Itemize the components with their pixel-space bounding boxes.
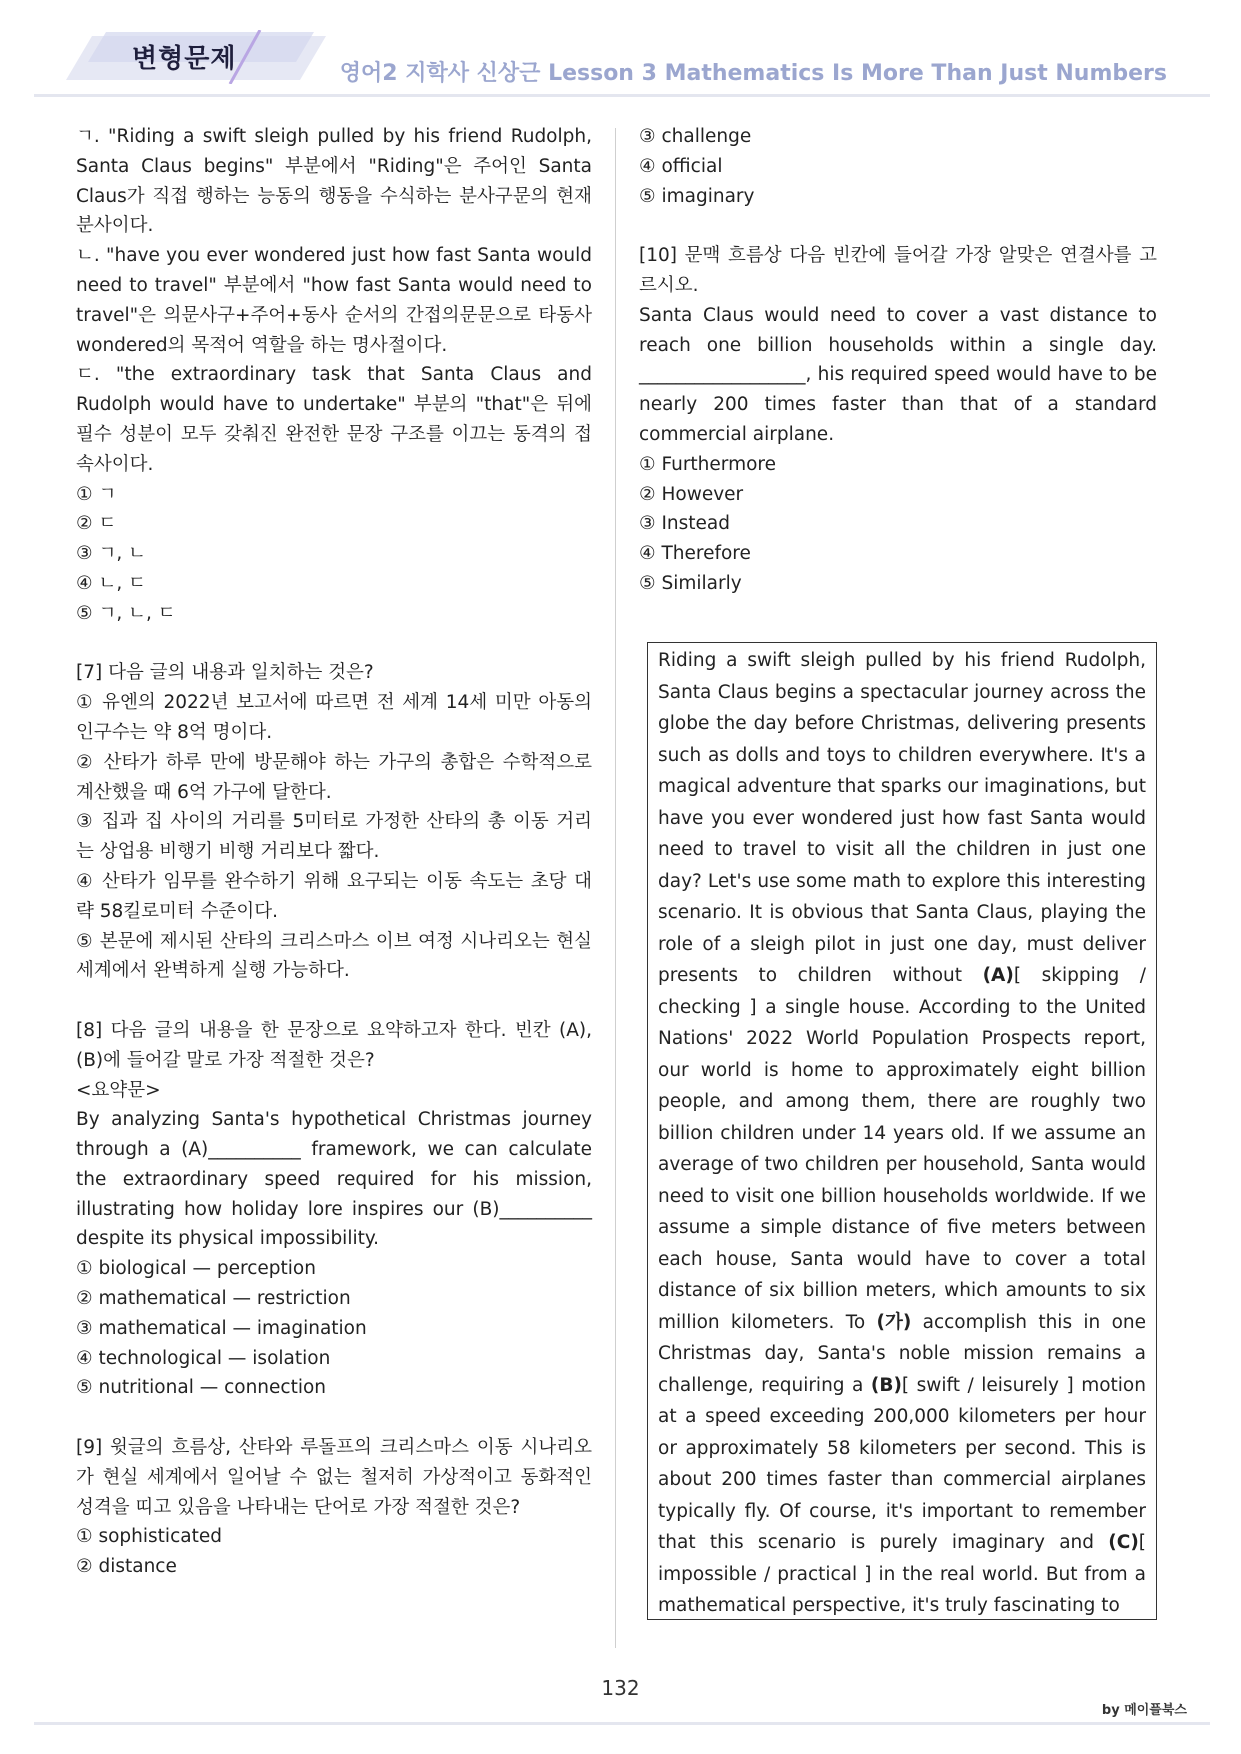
column-divider [615, 128, 616, 1648]
header-divider [34, 94, 1210, 97]
passage-text: [ swift / leisurely ] motion at a speed exceeding 200,000 kilometers per hour or approximately 58 kilometers per second. This is about 200 times faster than commercial airplanes typically fly. Of course, it's important to remember that this scenario is purely imaginary and [658, 1374, 1146, 1553]
passage-text: accomplish this in one Christmas day, Santa's noble mission remains a challenge, requiring a [658, 1311, 1146, 1396]
q6-option[interactable]: ① ㄱ [76, 483, 117, 505]
q10-option[interactable]: ③ Instead [639, 513, 731, 535]
passage-mark-b: (B) [870, 1374, 902, 1396]
q9-option[interactable]: ⑤ imaginary [639, 185, 755, 207]
statement-d: ㄷ. "the extraordinary task that Santa Claus and Rudolph would have to undertake" 부분의 "that"은 뒤에 필수 성분이 모두 갖춰진 완전한 문장 구조를 이끄는 동격의 접속사이다. [76, 364, 592, 475]
q10-option[interactable]: ① Furthermore [639, 453, 776, 475]
q10-question: [10] 문맥 흐름상 다음 빈칸에 들어갈 가장 알맞은 연결사를 고르시오. [639, 245, 1157, 296]
q8-option[interactable]: ② mathematical — restriction [76, 1288, 351, 1310]
q7-question: [7] 다음 글의 내용과 일치하는 것은? [76, 662, 374, 684]
q8-summary-label: <요약문> [76, 1079, 161, 1101]
publisher-brand: by 메이플북스 [1101, 1703, 1187, 1718]
q6-option[interactable]: ③ ㄱ, ㄴ [76, 543, 146, 565]
q7-option[interactable]: ② 산타가 하루 만에 방문해야 하는 가구의 총합은 수학적으로 계산했을 때 6억 가구에 달한다. [76, 751, 592, 803]
page-number: 132 [601, 1676, 640, 1700]
q10-option[interactable]: ② However [639, 483, 744, 505]
q9-option[interactable]: ④ official [639, 155, 723, 177]
q7-option[interactable]: ① 유엔의 2022년 보고서에 따르면 전 세계 14세 미만 아동의 인구수는 약 8억 명이다. [76, 692, 592, 743]
q7-option[interactable]: ⑤ 본문에 제시된 산타의 크리스마스 이브 여정 시나리오는 현실 세계에서 완벽하게 실행 가능하다. [76, 930, 592, 982]
q9-option[interactable]: ③ challenge [639, 126, 752, 147]
footer-divider [34, 1722, 1210, 1725]
header-tag: 변형문제 [132, 44, 237, 74]
q9-question: [9] 윗글의 흐름상, 산타와 루돌프의 크리스마스 이동 시나리오가 현실 세계에서 일어날 수 없는 철저히 가상적이고 동화적인 성격을 띠고 있음을 나타내는 단어로 가장 적절한 것은? [76, 1437, 592, 1518]
passage-mark-c: (C) [1108, 1532, 1139, 1553]
passage-text: [ impossible / practical ] in the real world. But from a mathematical perspective, it's truly fascinating to [658, 1532, 1146, 1616]
q6-option[interactable]: ④ ㄴ, ㄷ [76, 572, 146, 594]
passage-mark-a: (A) [982, 965, 1014, 986]
passage-text: [ skipping / checking ] a single house. According to the United Nations' 2022 World Population Prospects report, our world is home to approximately eight billion people, and among them, there are roughly two billion children under 14 years old. If we assume an average of two children per household, Santa would need to visit one billion households worldwide. If we assume a simple distance of five meters between each house, Santa would have to cover a total distance of six billion meters, which amounts to six million kilometers. To [658, 965, 1146, 1333]
q8-option[interactable]: ③ mathematical — imagination [76, 1317, 367, 1339]
header-title: 영어2 지학사 신상근 Lesson 3 Mathematics Is More Than Just Numbers [339, 61, 1167, 86]
statement-g: ㄱ. "Riding a swift sleigh pulled by his friend Rudolph, Santa Claus begins" 부분에서 "Riding"은 주어인 Santa Claus가 직접 행하는 능동의 행동을 수식하는 분사구문의 현재분사이다. [76, 126, 592, 237]
spacer [639, 211, 1157, 241]
q8-option[interactable]: ⑤ nutritional — connection [76, 1377, 327, 1399]
passage-text: Riding a swift sleigh pulled by his friend Rudolph, Santa Claus begins a spectacular journey across the globe the day before Christmas, delivering presents such as dolls and toys to children everywhere. It's a magical adventure that sparks our imaginations, but have you ever wondered just how fast Santa would need to travel to visit all the children in just one day? Let's use some math to explore this interesting scenario. It is obvious that Santa Claus, playing the role of a sleigh pilot in just one day, must deliver presents to children without [658, 650, 1146, 986]
q6-option[interactable]: ⑤ ㄱ, ㄴ, ㄷ [76, 602, 176, 624]
q10-option[interactable]: ⑤ Similarly [639, 572, 742, 594]
q10-option[interactable]: ④ Therefore [639, 543, 751, 565]
q8-option[interactable]: ④ technological — isolation [76, 1347, 331, 1369]
spacer [76, 1403, 592, 1433]
spacer [76, 986, 592, 1016]
q7-option[interactable]: ③ 집과 집 사이의 거리를 5미터로 가정한 산타의 총 이동 거리는 상업용 비행기 비행 거리보다 짧다. [76, 811, 592, 863]
right-column [639, 122, 1157, 599]
reading-passage [647, 642, 1157, 1620]
q9-option[interactable]: ② distance [76, 1556, 177, 1578]
q6-option[interactable]: ② ㄷ [76, 513, 117, 535]
page-header [0, 0, 1241, 100]
q7-option[interactable]: ④ 산타가 임무를 완수하기 위해 요구되는 이동 속도는 초당 대략 58킬로미터 수준이다. [76, 870, 592, 922]
q8-option[interactable]: ① biological — perception [76, 1258, 316, 1280]
spacer [76, 629, 592, 659]
q9-option[interactable]: ① sophisticated [76, 1526, 222, 1548]
passage-mark-ga: (가) [876, 1311, 912, 1333]
q10-text: Santa Claus would need to cover a vast distance to reach one billion households within a single day. __________________, his required speed would have to be nearly 200 times faster than that of a standard commercial airplane. [639, 304, 1157, 445]
statement-n: ㄴ. "have you ever wondered just how fast Santa would need to travel" 부분에서 "how fast Santa would need to travel"은 의문사구+주어+동사 순서의 간접의문문으로 타동사 wondered의 목적어 역할을 하는 명사절이다. [76, 245, 592, 356]
q8-summary: By analyzing Santa's hypothetical Christmas journey through a (A)__________ framework, we can calculate the extraordinary speed required for his mission, illustrating how holiday lore inspires our (B)__________ despite its physical impossibility. [76, 1109, 592, 1250]
left-column [76, 122, 592, 1582]
q8-question: [8] 다음 글의 내용을 한 문장으로 요약하고자 한다. 빈칸 (A), (B)에 들어갈 말로 가장 적절한 것은? [76, 1019, 592, 1071]
